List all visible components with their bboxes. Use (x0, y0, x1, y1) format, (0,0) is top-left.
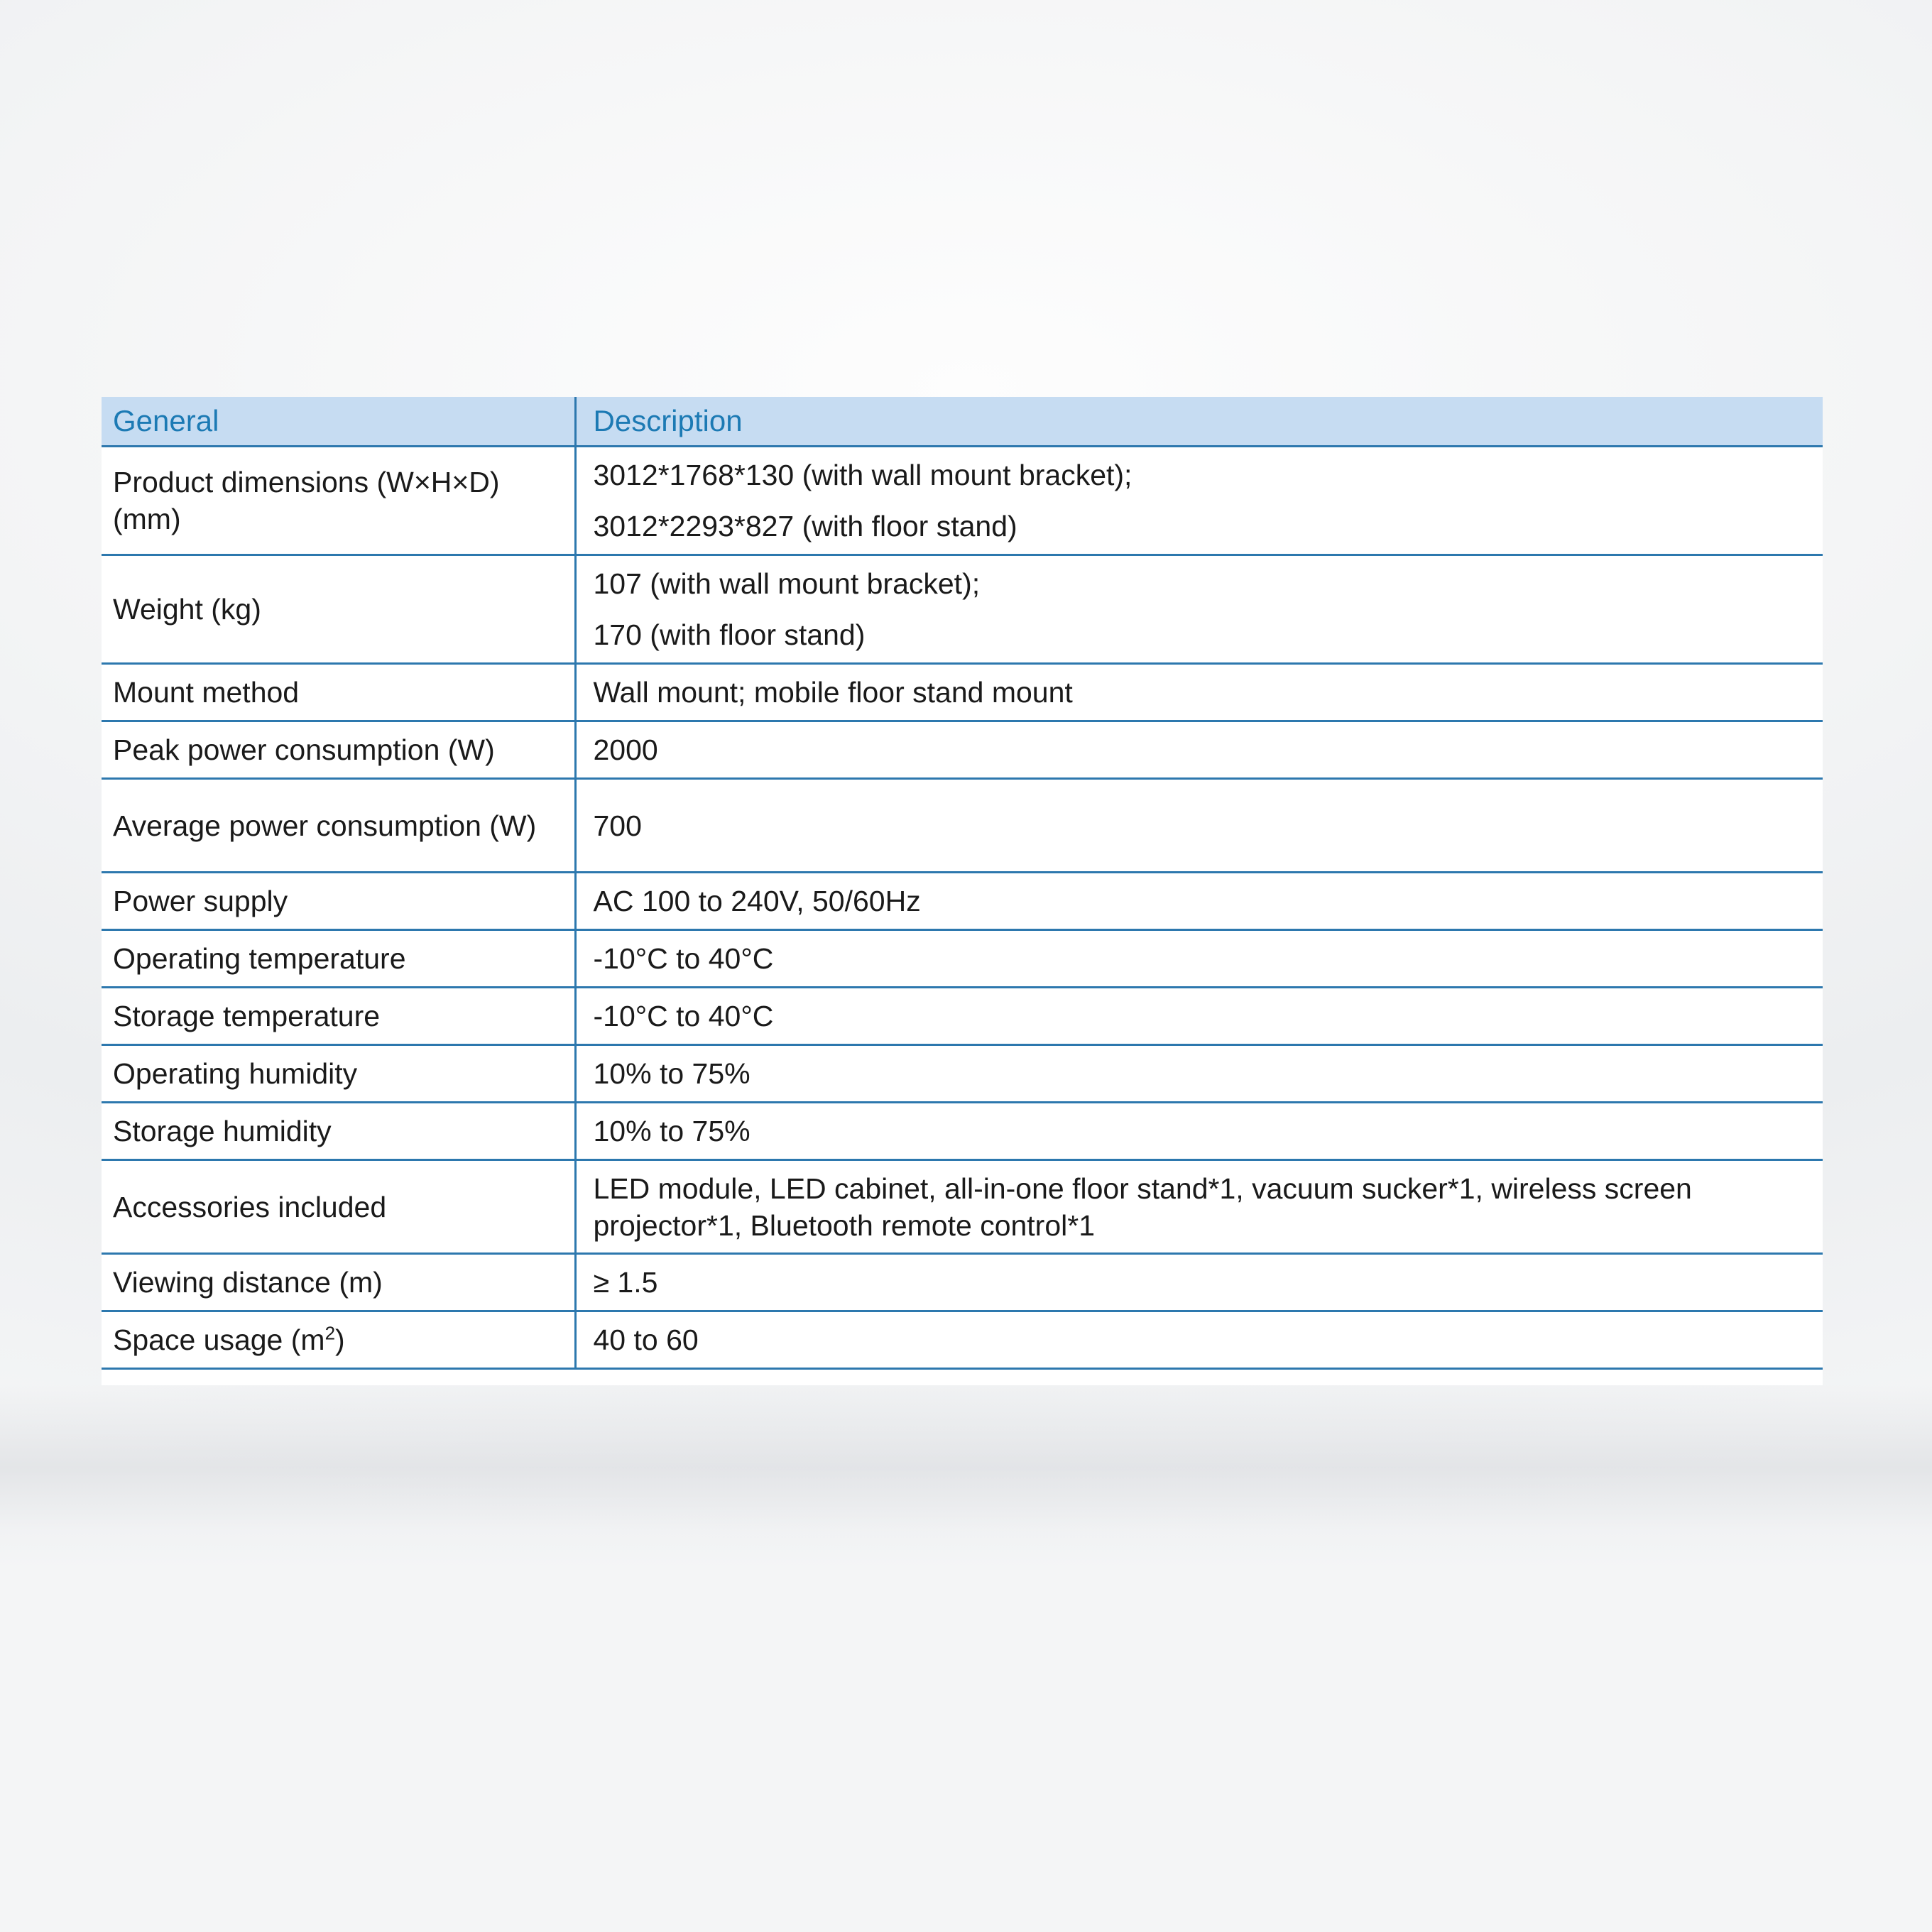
row-value: LED module, LED cabinet, all-in-one floor stand*1, vacuum sucker*1, wireless screen projector*1, Bluetooth remote control*1 (575, 1160, 1823, 1254)
row-label-tail: ) (335, 1324, 345, 1356)
row-label: Operating temperature (102, 930, 575, 988)
header-general: General (102, 397, 575, 447)
row-value: 2000 (575, 721, 1823, 779)
header-description: Description (575, 397, 1823, 447)
row-value-line: 3012*2293*827 (with floor stand) (593, 510, 1017, 542)
row-value: AC 100 to 240V, 50/60Hz (575, 873, 1823, 930)
row-value: -10°C to 40°C (575, 930, 1823, 988)
row-value: 700 (575, 779, 1823, 873)
row-label (102, 1311, 575, 1369)
row-label: Mount method (102, 664, 575, 721)
table-row (102, 447, 1823, 555)
row-label: Operating humidity (102, 1045, 575, 1103)
table-row (102, 1254, 1823, 1311)
row-value: 40 to 60 (575, 1311, 1823, 1369)
row-label: Storage temperature (102, 988, 575, 1045)
table-row (102, 930, 1823, 988)
row-value-line: 3012*1768*130 (with wall mount bracket); (593, 459, 1133, 491)
table-row (102, 721, 1823, 779)
row-value-line: 170 (with floor stand) (593, 618, 866, 651)
row-label-superscript: 2 (324, 1322, 336, 1344)
row-value: 10% to 75% (575, 1103, 1823, 1160)
row-value: Wall mount; mobile floor stand mount (575, 664, 1823, 721)
row-label: Storage humidity (102, 1103, 575, 1160)
row-label: Accessories included (102, 1160, 575, 1254)
row-label-text: Space usage (m (113, 1324, 325, 1356)
background-shadow (0, 1385, 1932, 1569)
row-label: Peak power consumption (W) (102, 721, 575, 779)
row-value (575, 555, 1823, 664)
table-row (102, 555, 1823, 664)
table-row (102, 988, 1823, 1045)
row-label: Product dimensions (W×H×D)(mm) (102, 447, 575, 555)
table-row (102, 1045, 1823, 1103)
spec-table (102, 397, 1823, 1370)
table-row (102, 779, 1823, 873)
row-value: 10% to 75% (575, 1045, 1823, 1103)
row-value-line: 107 (with wall mount bracket); (593, 567, 981, 600)
spec-sheet (102, 397, 1823, 1385)
table-header-row (102, 397, 1823, 447)
table-row (102, 873, 1823, 930)
row-value: -10°C to 40°C (575, 988, 1823, 1045)
table-row (102, 1311, 1823, 1369)
row-label: Power supply (102, 873, 575, 930)
row-value (575, 447, 1823, 555)
row-value: ≥ 1.5 (575, 1254, 1823, 1311)
table-row (102, 1160, 1823, 1254)
table-row (102, 1103, 1823, 1160)
table-row (102, 664, 1823, 721)
row-label: Average power consumption (W) (102, 779, 575, 873)
row-label: Weight (kg) (102, 555, 575, 664)
row-label: Viewing distance (m) (102, 1254, 575, 1311)
